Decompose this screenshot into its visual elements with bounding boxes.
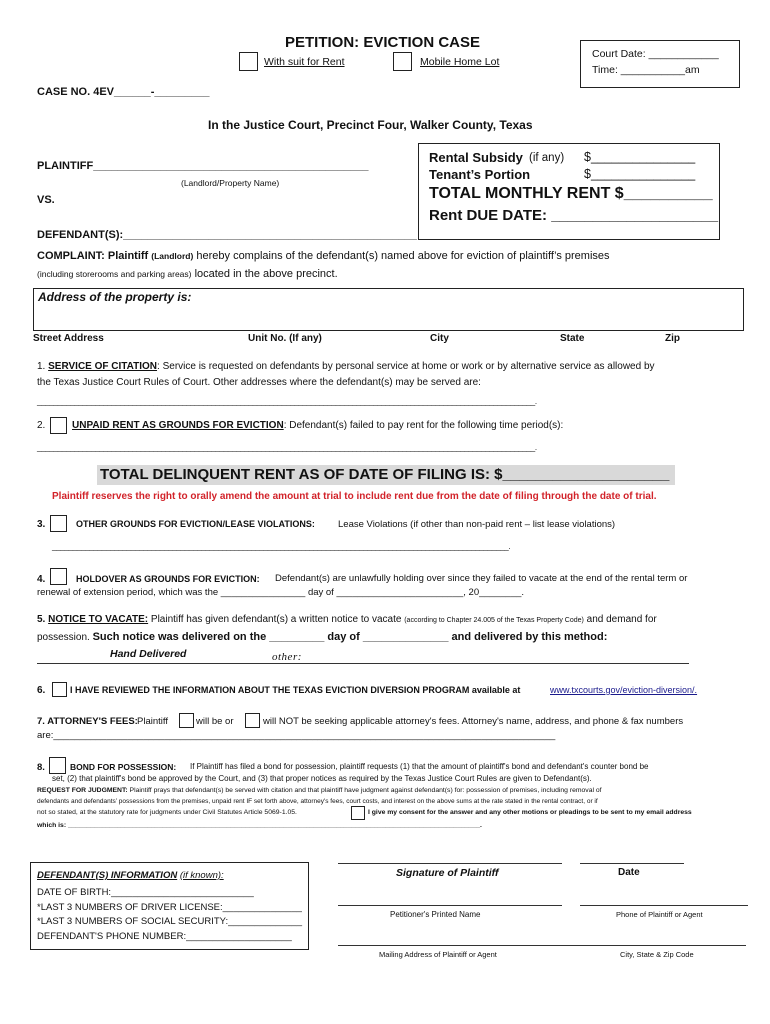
s8-text2: set, (2) that plaintiff's bond be approved by the Court, and (3) that proper notices as required by the Texas Justice Court Rules are given to Defendant(s). — [52, 774, 592, 783]
dob-field[interactable]: DATE OF BIRTH:___________________________ — [37, 887, 254, 898]
s8-head: BOND FOR POSSESSION: — [70, 762, 177, 772]
case-number: CASE NO. 4EV______-_________ — [37, 86, 210, 98]
tenant-portion-label: Tenant’s Portion — [429, 167, 531, 182]
s5-text2b[interactable]: Such notice was delivered on the _________ day of ______________ and delivered by this method: — [92, 631, 608, 643]
complaint-text2: located in the above precinct. — [194, 268, 338, 280]
defendant-info-ifknown: (if known): — [179, 870, 224, 881]
mailing-address-line[interactable] — [338, 945, 746, 946]
phone-line[interactable] — [580, 905, 748, 906]
will-not-checkbox[interactable] — [245, 713, 260, 728]
court-date-field[interactable]: Court Date: ____________ — [592, 48, 719, 60]
rent-due-date-field[interactable]: Rent DUE DATE: ____________________ — [429, 207, 719, 224]
col-city: City — [430, 333, 449, 344]
s2-num: 2. — [37, 420, 46, 431]
date-line[interactable] — [580, 863, 684, 864]
printed-name-label: Petitioner's Printed Name — [390, 910, 481, 919]
mailing-address-label: Mailing Address of Plaintiff or Agent — [379, 950, 497, 959]
s5-head: NOTICE TO VACATE: — [48, 614, 149, 625]
defendant-info-heading — [37, 870, 224, 881]
delivery-method-line — [37, 663, 689, 664]
section-1-line-1 — [37, 361, 655, 372]
s7-plaintiff: Plaintiff — [137, 716, 168, 727]
complaint-line-1 — [37, 250, 610, 262]
subsidy-field[interactable]: $_______________ — [584, 150, 696, 164]
date-label: Date — [618, 867, 640, 878]
tenant-portion-field[interactable]: $_______________ — [584, 167, 696, 181]
judgment-line-1 — [37, 787, 602, 794]
s1-address-line[interactable]: ________________________________________________________________________________________________________________________. — [37, 397, 537, 406]
bond-checkbox[interactable] — [49, 757, 66, 774]
s4-num: 4. — [37, 574, 46, 585]
suit-for-rent-label: With suit for Rent — [264, 56, 345, 68]
attorney-info-field[interactable]: are:_______________________________________________________________________________________________ — [37, 730, 556, 741]
complaint-line-2 — [37, 268, 338, 280]
col-unit: Unit No. (If any) — [248, 333, 322, 344]
judgment-text2: defendants and defendants’ possessions from the premises, unpaid rent IF set forth above, attorney's fees, court costs, and interest on the above sums at the rate stated in the rental contract, or if — [37, 798, 598, 805]
other-option[interactable]: other: — [272, 651, 302, 663]
defendant-field[interactable]: DEFENDANT(S):________________________________________________ — [37, 229, 417, 241]
s4-text2[interactable]: renewal of extension period, which was the ________________ day of ________________________, 20________. — [37, 587, 525, 598]
suit-for-rent-checkbox[interactable] — [239, 52, 258, 71]
judgment-text1: Plaintiff prays that defendant(s) be served with citation and that plaintiff have judgment against defendant(s) for: possession of premises, including removal of — [129, 787, 602, 794]
s7-num: 7. — [37, 716, 45, 727]
will-be-checkbox[interactable] — [179, 713, 194, 728]
court-heading: In the Justice Court, Precinct Four, Walker County, Texas — [208, 118, 533, 132]
signature-line[interactable] — [338, 863, 562, 864]
s2-text-line — [72, 420, 563, 431]
mobile-home-lot-checkbox[interactable] — [393, 52, 412, 71]
s1-text2: the Texas Justice Court Rules of Court. Other addresses where the defendant(s) may be served are: — [37, 377, 481, 388]
defendant-info-title: DEFENDANT(S) INFORMATION — [37, 870, 178, 881]
col-zip: Zip — [665, 333, 680, 344]
holdover-checkbox[interactable] — [50, 568, 67, 585]
court-date-box — [580, 40, 740, 88]
judgment-head: REQUEST FOR JUDGMENT: — [37, 787, 128, 794]
unpaid-rent-checkbox[interactable] — [50, 417, 67, 434]
judgment-text3: not so stated, at the statutory rate for judgments under Civil Statutes Article 5069-1.05. — [37, 809, 297, 816]
s4-text1: Defendant(s) are unlawfully holding over since they failed to vacate at the end of the rental term or — [275, 573, 688, 584]
phone-label: Phone of Plaintiff or Agent — [616, 910, 703, 919]
s6-num: 6. — [37, 685, 46, 696]
rent-info-box — [418, 143, 720, 240]
email-consent-checkbox[interactable] — [351, 806, 365, 820]
s8-num: 8. — [37, 762, 45, 773]
diversion-link[interactable]: www.txcourts.gov/eviction-diversion/. — [550, 685, 698, 695]
s7-head: ATTORNEY'S FEES: — [47, 716, 138, 727]
time-field[interactable]: Time: ___________am — [592, 64, 700, 76]
s3-violations-line[interactable]: ______________________________________________________________________________________________________________. — [52, 542, 511, 551]
vs-label: VS. — [37, 194, 55, 206]
s8-text1: If Plaintiff has filed a bond for possession, plaintiff requests (1) that the amount of plaintiff's bond and defendant's counter bond be — [190, 762, 649, 771]
city-state-zip-label: City, State & Zip Code — [620, 950, 694, 959]
email-consent-text: I give my consent for the answer and any other motions or pleadings to be sent to my email address — [368, 809, 692, 816]
if-any-label: (if any) — [529, 152, 565, 164]
s5-text1b: and demand for — [586, 614, 657, 625]
mobile-home-lot-label: Mobile Home Lot — [420, 56, 500, 68]
email-field[interactable]: which is: _____________________________________________________________________________________________________________. — [37, 822, 482, 829]
s5-text2a: possession. — [37, 632, 90, 643]
s4-head: HOLDOVER AS GROUNDS FOR EVICTION: — [76, 574, 260, 584]
s1-num: 1. — [37, 361, 46, 372]
s7-willnot: will NOT be seeking applicable attorney's fees. Attorney's name, address, and phone & fax numbers — [263, 716, 684, 727]
plaintiff-sublabel: (Landlord/Property Name) — [181, 178, 280, 188]
signature-label: Signature of Plaintiff — [396, 867, 499, 879]
printed-name-line[interactable] — [338, 905, 562, 906]
other-grounds-checkbox[interactable] — [50, 515, 67, 532]
col-state: State — [560, 333, 585, 344]
hand-delivered-option[interactable]: Hand Delivered — [110, 648, 187, 660]
diversion-program-checkbox[interactable] — [52, 682, 67, 697]
s2-period-line[interactable]: ________________________________________________________________________________________________________________________. — [37, 443, 537, 452]
s7-head-line — [37, 716, 138, 727]
s5-small: (according to Chapter 24.005 of the Texas Property Code) — [404, 617, 584, 624]
s6-text: I HAVE REVIEWED THE INFORMATION ABOUT THE TEXAS EVICTION DIVERSION PROGRAM available at — [70, 685, 521, 695]
defendant-info-box — [30, 862, 309, 950]
address-title: Address of the property is: — [38, 290, 192, 304]
s2-head: UNPAID RENT AS GROUNDS FOR EVICTION — [72, 420, 284, 431]
defendant-phone-field[interactable]: DEFENDANT'S PHONE NUMBER:____________________ — [37, 931, 292, 942]
s3-head: OTHER GROUNDS FOR EVICTION/LEASE VIOLATIONS: — [76, 519, 315, 529]
s3-num: 3. — [37, 519, 46, 530]
col-street: Street Address — [33, 333, 104, 344]
property-address-box[interactable] — [33, 288, 744, 331]
plaintiff-field[interactable]: PLAINTIFF_____________________________________________ — [37, 160, 369, 172]
complaint-small: (including storerooms and parking areas) — [37, 269, 192, 279]
s5-text1: Plaintiff has given defendant(s) a written notice to vacate — [150, 614, 402, 625]
landlord-label: (Landlord) — [151, 251, 194, 261]
total-delinquent-field[interactable]: TOTAL DELINQUENT RENT AS OF DATE OF FILING IS: $____________________ — [100, 466, 670, 483]
rental-subsidy-label: Rental Subsidy — [429, 150, 523, 165]
complaint-text: hereby complains of the defendant(s) named above for eviction of plaintiff’s premises — [196, 250, 610, 262]
s1-text1: : Service is requested on defendants by personal service at home or work or by alternative service as allowed by — [157, 361, 655, 372]
s7-will: will be or — [196, 716, 234, 727]
driver-license-field[interactable]: *LAST 3 NUMBERS OF DRIVER LICENSE:_______________ — [37, 902, 302, 913]
s3-text: Lease Violations (if other than non-paid rent – list lease violations) — [338, 519, 616, 530]
s1-head: SERVICE OF CITATION — [48, 361, 158, 372]
section-2-line — [37, 420, 45, 431]
page-title: PETITION: EVICTION CASE — [285, 34, 481, 51]
s2-text: : Defendant(s) failed to pay rent for the following time period(s): — [283, 420, 564, 431]
total-monthly-rent-field[interactable]: TOTAL MONTHLY RENT $__________ — [429, 185, 713, 202]
amend-notice: Plaintiff reserves the right to orally amend the amount at trial to include rent due from the date of filing through the date of trial. — [52, 491, 657, 502]
ssn-field[interactable]: *LAST 3 NUMBERS OF SOCIAL SECURITY:______________ — [37, 916, 303, 927]
s5-num: 5. — [37, 614, 46, 625]
section-5-line-2 — [37, 631, 607, 643]
section-5-line-1 — [37, 614, 657, 625]
complaint-lead: COMPLAINT: Plaintiff — [37, 250, 149, 262]
